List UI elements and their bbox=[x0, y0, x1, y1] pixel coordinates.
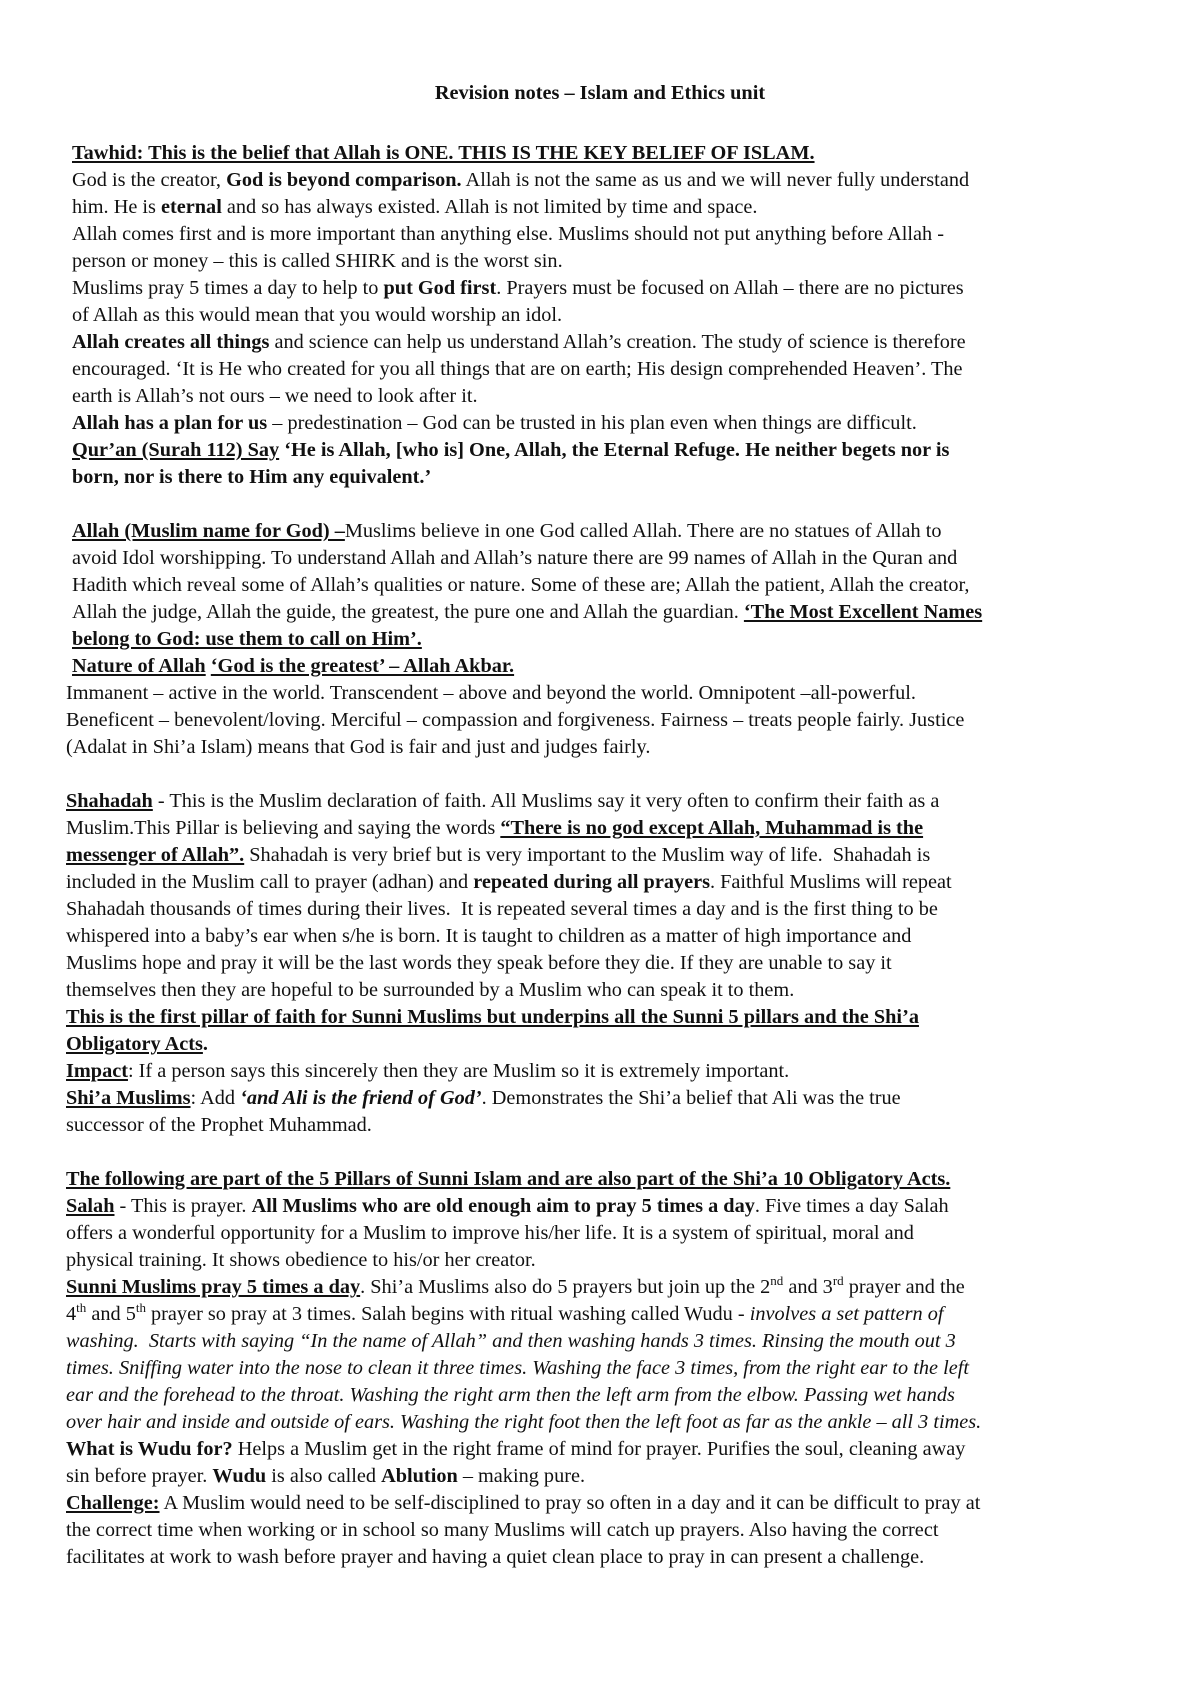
text-run: Muslims pray 5 times a day to help to bbox=[72, 277, 384, 299]
text-run: and so has always existed. Allah is not limited by time and space. bbox=[221, 196, 758, 218]
text-run: eternal bbox=[161, 196, 222, 218]
text-run: Allah (Muslim name for God) – bbox=[72, 520, 345, 542]
text-run: ‘The Most Excellent Names bbox=[743, 601, 983, 623]
text-line bbox=[72, 518, 942, 545]
text-run: Shahadah bbox=[66, 790, 153, 812]
text-run: times. Sniffing water into the nose to clean it three times. Washing the face 3 times, from the right ear to the left bbox=[66, 1357, 969, 1379]
text-run: included in the Muslim call to prayer (adhan) and bbox=[66, 871, 474, 893]
text-run: – predestination – God can be trusted in his plan even when things are difficult. bbox=[267, 412, 917, 434]
text-line bbox=[66, 1436, 965, 1463]
text-line bbox=[66, 1166, 950, 1193]
text-line bbox=[72, 545, 957, 572]
text-line bbox=[72, 464, 431, 491]
text-run: person or money – this is called SHIRK and is the worst sin. bbox=[72, 250, 563, 272]
text-run: Qur’an (Surah 112) Say bbox=[72, 439, 280, 461]
text-line bbox=[72, 410, 917, 437]
text-line bbox=[66, 977, 794, 1004]
text-run: ‘God is the greatest’ – Allah Akbar. bbox=[210, 655, 515, 677]
text-line bbox=[66, 1004, 919, 1031]
text-line bbox=[66, 842, 930, 869]
text-run: ‘and Ali is the friend of God’ bbox=[240, 1087, 482, 1109]
text-run: themselves then they are hopeful to be surrounded by a Muslim who can speak it to them. bbox=[66, 979, 795, 1001]
text-line bbox=[66, 1058, 789, 1085]
text-line bbox=[72, 653, 514, 680]
text-run: All Muslims who are old enough aim to pray 5 times a day bbox=[251, 1195, 755, 1217]
text-line bbox=[66, 1463, 585, 1490]
text-line bbox=[66, 1193, 949, 1220]
text-run: and 3 bbox=[783, 1276, 833, 1298]
text-run: Allah has a plan for us bbox=[72, 412, 268, 434]
superscript: th bbox=[135, 1300, 146, 1316]
text-line bbox=[66, 1355, 969, 1382]
text-line bbox=[66, 1085, 901, 1112]
text-line bbox=[72, 383, 478, 410]
text-run: God is beyond comparison. bbox=[226, 169, 462, 191]
text-run: God is the creator, bbox=[72, 169, 227, 191]
text-line bbox=[66, 869, 952, 896]
text-line bbox=[72, 572, 969, 599]
text-line bbox=[72, 248, 563, 275]
text-run: 4 bbox=[66, 1303, 77, 1325]
text-line bbox=[66, 734, 650, 761]
text-run: Shahadah is very brief but is very important to the Muslim way of life. Shahadah is bbox=[244, 844, 931, 866]
text-run: . Prayers must be focused on Allah – there are no pictures bbox=[496, 277, 964, 299]
text-run: successor of the Prophet Muhammad. bbox=[66, 1114, 372, 1136]
text-line bbox=[66, 1409, 981, 1436]
text-run: . Faithful Muslims will repeat bbox=[710, 871, 952, 893]
text-run: avoid Idol worshipping. To understand Allah and Allah’s nature there are 99 names of Allah in the Quran and bbox=[72, 547, 958, 569]
text-run: Allah is not the same as us and we will never fully understand bbox=[461, 169, 970, 191]
text-run: Muslim.This Pillar is believing and saying the words bbox=[66, 817, 501, 839]
text-line bbox=[66, 1274, 965, 1301]
text-run: Allah creates all things bbox=[72, 331, 270, 353]
text-run: the correct time when working or in school so many Muslims will catch up prayers. Also having the correct bbox=[66, 1519, 939, 1541]
text-run: Ablution bbox=[381, 1465, 458, 1487]
text-run: involves a set pattern of bbox=[749, 1303, 944, 1325]
text-run: - This is the Muslim declaration of faith. All Muslims say it very often to confirm their faith as a bbox=[152, 790, 940, 812]
text-run: prayer and the bbox=[843, 1276, 965, 1298]
text-line bbox=[72, 221, 944, 248]
text-run: Hadith which reveal some of Allah’s qualities or nature. Some of these are; Allah the patient, Allah the creator, bbox=[72, 574, 970, 596]
text-line bbox=[72, 167, 969, 194]
text-run: Shi’a Muslims bbox=[66, 1087, 191, 1109]
text-line bbox=[72, 302, 562, 329]
text-line bbox=[66, 1112, 372, 1139]
text-run: ‘He is Allah, [who is] One, Allah, the Eternal Refuge. He neither begets nor is bbox=[279, 439, 950, 461]
text-run: Wudu bbox=[212, 1465, 267, 1487]
text-line bbox=[72, 329, 966, 356]
text-run: Nature of Allah bbox=[72, 655, 206, 677]
text-run: Helps a Muslim get in the right frame of mind for prayer. Purifies the soul, cleaning away bbox=[232, 1438, 966, 1460]
document-title: Revision notes – Islam and Ethics unit bbox=[434, 82, 766, 104]
text-run: sin before prayer. bbox=[66, 1465, 213, 1487]
text-run: What is Wudu for? bbox=[66, 1438, 233, 1460]
text-run: : Add bbox=[190, 1087, 241, 1109]
superscript: rd bbox=[832, 1273, 844, 1289]
text-run: Immanent – active in the world. Transcendent – above and beyond the world. Omnipotent –all-powerful. bbox=[66, 682, 916, 704]
text-run: put God first bbox=[383, 277, 497, 299]
text-line bbox=[66, 815, 923, 842]
text-run: washing. Starts with saying “In the name of Allah” and then washing hands 3 times. Rinsing the mouth out 3 bbox=[66, 1330, 956, 1352]
text-line bbox=[66, 1544, 924, 1571]
text-line bbox=[72, 194, 758, 221]
text-run: Tawhid: This is the belief that Allah is ONE. THIS IS THE KEY BELIEF OF ISLAM. bbox=[72, 142, 815, 164]
text-run: . Five times a day Salah bbox=[754, 1195, 949, 1217]
text-line bbox=[72, 140, 815, 167]
text-run: - This is prayer. bbox=[114, 1195, 252, 1217]
text-line bbox=[66, 896, 938, 923]
text-run: and science can help us understand Allah’s creation. The study of science is therefore bbox=[269, 331, 966, 353]
text-run: The following are part of the 5 Pillars of Sunni Islam and are also part of the Shi’a 10 Obligatory Acts. bbox=[66, 1168, 951, 1190]
text-run: Salah bbox=[66, 1195, 115, 1217]
superscript: th bbox=[76, 1300, 87, 1316]
text-line bbox=[66, 1517, 938, 1544]
text-line bbox=[66, 950, 892, 977]
text-line bbox=[72, 437, 949, 464]
text-line bbox=[72, 599, 982, 626]
text-run: offers a wonderful opportunity for a Muslim to improve his/her life. It is a system of spiritual, moral and bbox=[66, 1222, 914, 1244]
text-run: Beneficent – benevolent/loving. Merciful – compassion and forgiveness. Fairness – treats people fairly. Justice bbox=[66, 709, 965, 731]
text-run: earth is Allah’s not ours – we need to look after it. bbox=[72, 385, 478, 407]
text-run: messenger of Allah”. bbox=[66, 844, 245, 866]
text-line bbox=[66, 680, 916, 707]
text-line bbox=[66, 1328, 956, 1355]
text-line bbox=[66, 1220, 914, 1247]
text-run: Challenge: bbox=[66, 1492, 160, 1514]
text-run: This is the first pillar of faith for Sunni Muslims but underpins all the Sunni 5 pillars and the Shi’a bbox=[66, 1006, 919, 1028]
text-run: “There is no god except Allah, Muhammad is the bbox=[500, 817, 924, 839]
text-line bbox=[72, 275, 964, 302]
text-line bbox=[66, 707, 964, 734]
text-run: Obligatory Acts bbox=[66, 1033, 203, 1055]
text-line bbox=[66, 1247, 536, 1274]
text-run: belong to God: use them to call on Him’. bbox=[72, 628, 422, 650]
text-run: prayer so pray at 3 times. Salah begins with ritual washing called Wudu - bbox=[145, 1303, 750, 1325]
text-run: Allah comes first and is more important than anything else. Muslims should not put anything before Allah - bbox=[72, 223, 944, 245]
text-run: . Shi’a Muslims also do 5 prayers but join up the 2 bbox=[360, 1276, 771, 1298]
superscript: nd bbox=[770, 1273, 784, 1289]
text-run: and 5 bbox=[86, 1303, 136, 1325]
text-line bbox=[66, 1301, 943, 1328]
text-line bbox=[72, 626, 422, 653]
text-run: Muslims hope and pray it will be the last words they speak before they die. If they are unable to say it bbox=[66, 952, 892, 974]
text-run: (Adalat in Shi’a Islam) means that God is fair and just and judges fairly. bbox=[66, 736, 651, 758]
text-run: A Muslim would need to be self-disciplined to pray so often in a day and it can be difficult to pray at bbox=[159, 1492, 981, 1514]
text-run: Impact bbox=[66, 1060, 128, 1082]
text-run: Allah the judge, Allah the guide, the greatest, the pure one and Allah the guardian. bbox=[72, 601, 744, 623]
text-run: repeated during all prayers bbox=[473, 871, 710, 893]
text-run: born, nor is there to Him any equivalent.’ bbox=[72, 466, 432, 488]
text-run: him. He is bbox=[72, 196, 162, 218]
text-line bbox=[72, 356, 963, 383]
text-run: ear and the forehead to the throat. Washing the right arm then the left arm from the elbow. Passing wet hands bbox=[66, 1384, 955, 1406]
text-run: Sunni Muslims pray 5 times a day bbox=[66, 1276, 361, 1298]
text-line bbox=[66, 1490, 980, 1517]
text-run: encouraged. ‘It is He who created for you all things that are on earth; His design comprehended Heaven’. The bbox=[72, 358, 963, 380]
text-run: of Allah as this would mean that you would worship an idol. bbox=[72, 304, 563, 326]
text-run: Shahadah thousands of times during their lives. It is repeated several times a day and is the first thing to be bbox=[66, 898, 938, 920]
text-line bbox=[66, 923, 911, 950]
text-run: . bbox=[202, 1033, 208, 1055]
text-line bbox=[66, 1031, 208, 1058]
text-run: whispered into a baby’s ear when s/he is born. It is taught to children as a matter of high importance and bbox=[66, 925, 912, 947]
text-run: facilitates at work to wash before prayer and having a quiet clean place to pray in can present a challenge. bbox=[66, 1546, 925, 1568]
text-run: Muslims believe in one God called Allah. There are no statues of Allah to bbox=[344, 520, 942, 542]
text-run: is also called bbox=[266, 1465, 382, 1487]
text-run: – making pure. bbox=[457, 1465, 586, 1487]
text-line bbox=[66, 1382, 955, 1409]
text-run: . Demonstrates the Shi’a belief that Ali was the true bbox=[481, 1087, 901, 1109]
text-run: over hair and inside and outside of ears. Washing the right foot then the left foot as far as the ankle – all 3 times. bbox=[66, 1411, 982, 1433]
text-run: physical training. It shows obedience to his/or her creator. bbox=[66, 1249, 536, 1271]
text-run: : If a person says this sincerely then they are Muslim so it is extremely important. bbox=[127, 1060, 790, 1082]
text-line bbox=[66, 788, 939, 815]
